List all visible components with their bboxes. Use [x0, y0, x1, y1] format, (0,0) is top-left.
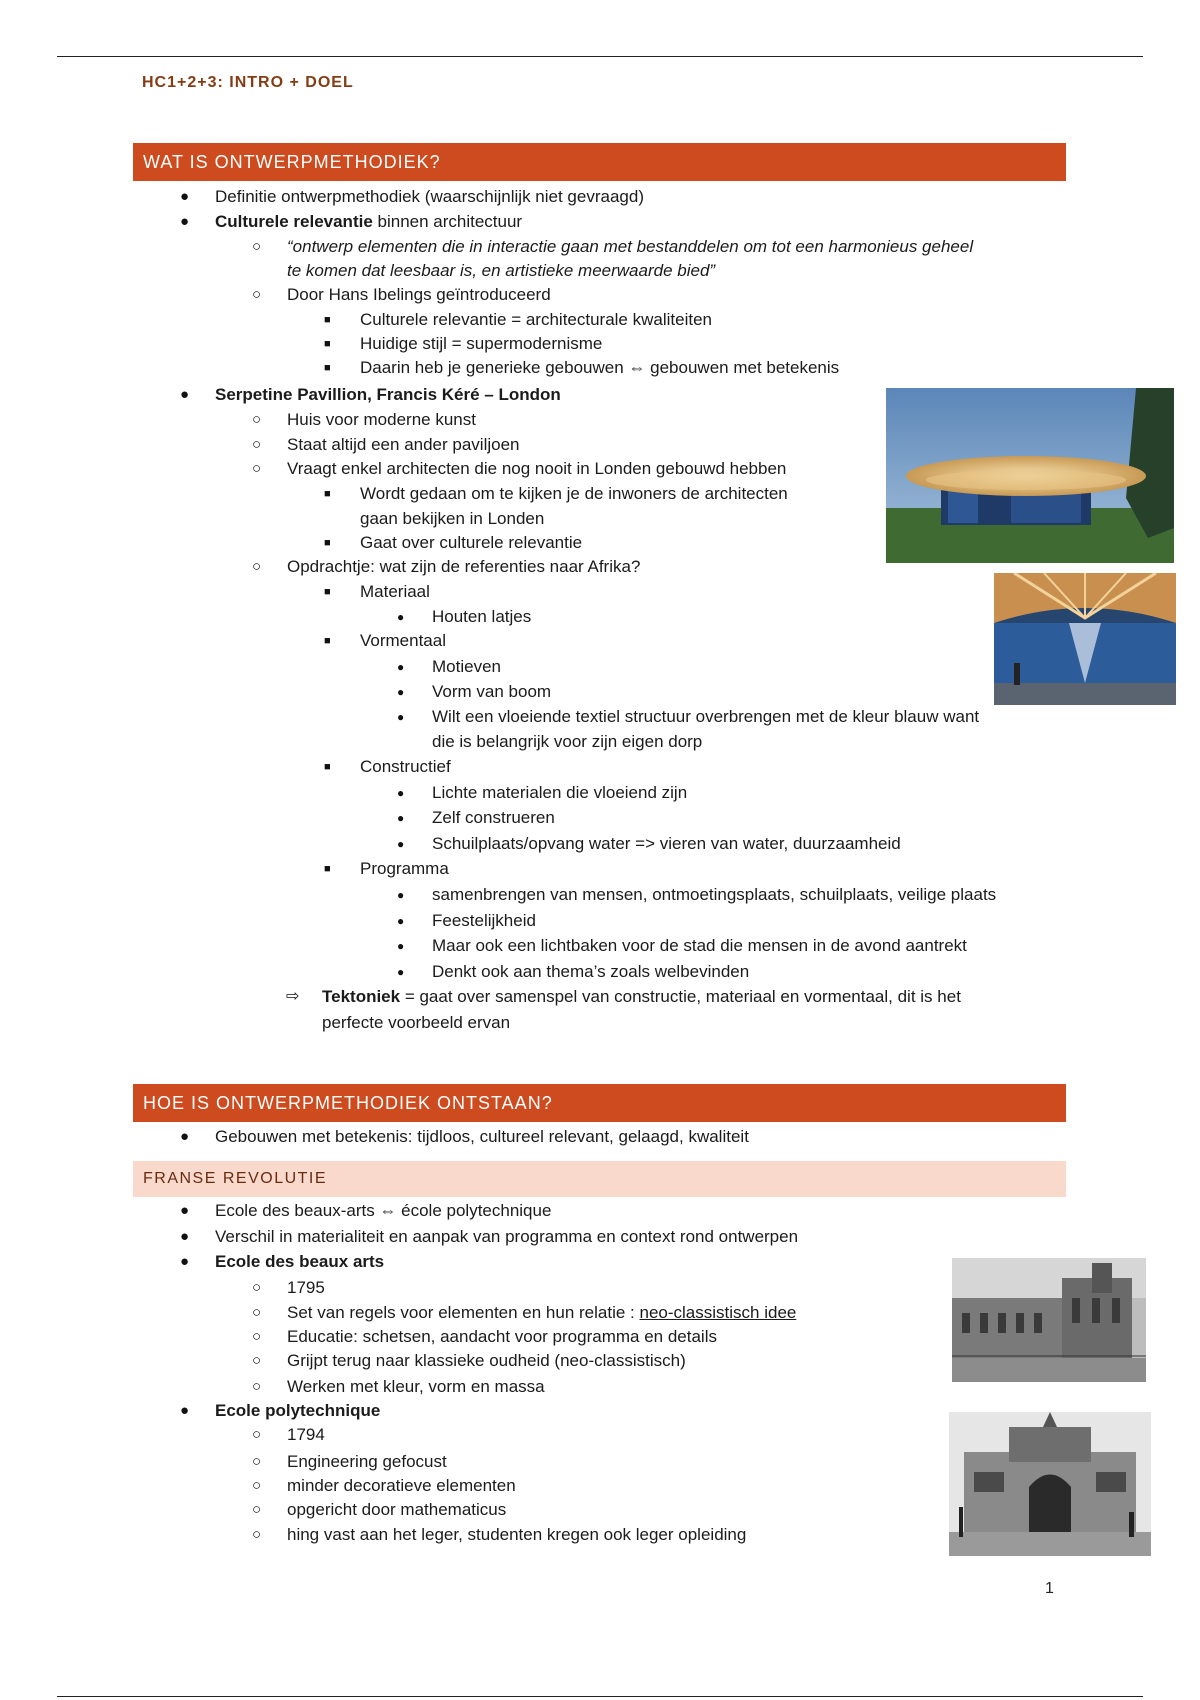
- bullet-circle: ○: [252, 558, 262, 575]
- bullet-square: ■: [324, 362, 331, 374]
- list-item: [287, 1302, 796, 1324]
- list-item: Lichte materialen die vloeiend zijn: [432, 783, 688, 802]
- bullet-disc: ●: [397, 660, 405, 674]
- bullet-disc: ●: [180, 1228, 190, 1245]
- bullet-disc: ●: [397, 939, 405, 953]
- list-item: Grijpt terug naar klassieke oudheid (neo-classistisch): [287, 1351, 686, 1370]
- bullet-disc: ●: [397, 965, 405, 979]
- list-item: [360, 357, 839, 379]
- list-item: Staat altijd een ander paviljoen: [287, 435, 520, 454]
- bullet-disc: ●: [180, 1402, 190, 1419]
- list-item: Motieven: [432, 657, 501, 676]
- list-item-continuation: gaan bekijken in Londen: [360, 509, 545, 528]
- bullet-circle: ○: [252, 1378, 262, 1395]
- list-item-continuation: perfecte voorbeeld ervan: [322, 1013, 511, 1032]
- section-heading-hoe-is: HOE IS ONTWERPMETHODIEK ONTSTAAN?: [133, 1084, 1066, 1122]
- quote-line: te komen dat leesbaar is, en artistieke meerwaarde bied”: [287, 261, 716, 280]
- list-item: Zelf construeren: [432, 808, 555, 827]
- list-item: Door Hans Ibelings geïntroduceerd: [287, 285, 551, 304]
- serpentine-pavilion-exterior-photo: [886, 388, 1174, 563]
- bullet-disc: ●: [180, 1202, 190, 1219]
- quote-line: “ontwerp elementen die in interactie gaan met bestanddelen om tot een harmonieus geheel: [287, 237, 974, 256]
- bold-term: Tektoniek: [322, 987, 401, 1006]
- list-item: Denkt ook aan thema’s zoals welbevinden: [432, 962, 750, 981]
- serpentine-pavilion-interior-photo: [994, 573, 1176, 705]
- list-item: 1794: [287, 1425, 325, 1444]
- bullet-square: ■: [324, 338, 331, 350]
- list-item: Maar ook een lichtbaken voor de stad die mensen in de avond aantrekt: [432, 936, 967, 955]
- bullet-square: ■: [324, 635, 331, 647]
- bullet-circle: ○: [252, 238, 262, 255]
- list-item: Definitie ontwerpmethodiek (waarschijnlijk niet gevraagd): [215, 187, 644, 206]
- bullet-circle: ○: [252, 1304, 262, 1321]
- bullet-disc: ●: [397, 837, 405, 851]
- bullet-disc: ●: [397, 786, 405, 800]
- list-item: Programma: [360, 859, 449, 878]
- bullet-disc: ●: [397, 685, 405, 699]
- list-item: Materiaal: [360, 582, 430, 601]
- list-item-heading: Serpetine Pavillion, Francis Kéré – London: [215, 385, 561, 404]
- section-heading-wat-is: WAT IS ONTWERPMETHODIEK?: [133, 143, 1066, 181]
- list-item: Wilt een vloeiende textiel structuur overbrengen met de kleur blauw want: [432, 707, 980, 726]
- text-part: Daarin heb je generieke gebouwen: [360, 358, 629, 377]
- underlined-term: neo-classistisch idee: [639, 1303, 797, 1322]
- text-part: gebouwen met betekenis: [645, 358, 840, 377]
- list-item: minder decoratieve elementen: [287, 1476, 516, 1495]
- list-item: Houten latjes: [432, 607, 532, 626]
- ecole-polytechnique-photo: [949, 1412, 1151, 1556]
- bottom-rule: [57, 1696, 1143, 1697]
- list-item: Opdrachtje: wat zijn de referenties naar Afrika?: [287, 557, 641, 576]
- bullet-disc: ●: [397, 914, 405, 928]
- list-item: [322, 986, 961, 1008]
- list-item: Schuilplaats/opvang water => vieren van water, duurzaamheid: [432, 834, 901, 853]
- bullet-disc: ●: [180, 213, 190, 230]
- bullet-circle: ○: [252, 460, 262, 477]
- list-item: Vorm van boom: [432, 682, 552, 701]
- document-header: HC1+2+3: INTRO + DOEL: [142, 74, 354, 91]
- bullet-circle: ○: [252, 1279, 262, 1296]
- list-item: Huis voor moderne kunst: [287, 410, 476, 429]
- list-item: Feestelijkheid: [432, 911, 536, 930]
- bullet-square: ■: [324, 761, 331, 773]
- text-part: Ecole des beaux-arts: [215, 1201, 380, 1220]
- bullet-circle: ○: [252, 1352, 262, 1369]
- bullet-square: ■: [324, 488, 331, 500]
- list-item: Gebouwen met betekenis: tijdloos, cultureel relevant, gelaagd, kwaliteit: [215, 1127, 749, 1146]
- bold-term: Culturele relevantie: [215, 212, 373, 231]
- list-item: Vormentaal: [360, 631, 446, 650]
- double-arrow-icon: ⇔: [379, 1201, 397, 1220]
- bullet-disc: ●: [397, 811, 405, 825]
- bullet-circle: ○: [252, 1453, 262, 1470]
- bullet-disc: ●: [180, 1253, 190, 1270]
- bullet-circle: ○: [252, 1526, 262, 1543]
- bullet-circle: ○: [252, 1328, 262, 1345]
- ecole-des-beaux-arts-photo: [952, 1258, 1146, 1382]
- text-rest: = gaat over samenspel van constructie, materiaal en vormentaal, dit is het: [400, 987, 961, 1006]
- bullet-disc: ●: [397, 710, 405, 724]
- bullet-disc: ●: [397, 610, 405, 624]
- bullet-disc: ●: [180, 386, 190, 403]
- bullet-disc: ●: [397, 888, 405, 902]
- text-part: école polytechnique: [396, 1201, 552, 1220]
- list-item-heading: Ecole des beaux arts: [215, 1252, 385, 1271]
- bullet-circle: ○: [252, 286, 262, 303]
- list-item-continuation: die is belangrijk voor zijn eigen dorp: [432, 732, 703, 751]
- bullet-circle: ○: [252, 1501, 262, 1518]
- list-item: Constructief: [360, 757, 451, 776]
- double-arrow-icon: ⇔: [628, 358, 646, 377]
- list-item: [215, 1200, 551, 1222]
- bullet-square: ■: [324, 863, 331, 875]
- bullet-circle: ○: [252, 436, 262, 453]
- list-item-heading: Ecole polytechnique: [215, 1401, 381, 1420]
- list-item: Werken met kleur, vorm en massa: [287, 1377, 545, 1396]
- page-number: 1: [1045, 1580, 1054, 1597]
- list-item: samenbrengen van mensen, ontmoetingsplaats, schuilplaats, veilige plaats: [432, 885, 997, 904]
- list-item: opgericht door mathematicus: [287, 1500, 507, 1519]
- text-rest: binnen architectuur: [372, 212, 523, 231]
- bullet-circle: ○: [252, 1426, 262, 1443]
- list-item: [215, 211, 522, 233]
- list-item: Educatie: schetsen, aandacht voor programma en details: [287, 1327, 717, 1346]
- list-item: Wordt gedaan om te kijken je de inwoners de architecten: [360, 484, 788, 503]
- bullet-square: ■: [324, 586, 331, 598]
- list-item: 1795: [287, 1278, 325, 1297]
- bullet-square: ■: [324, 314, 331, 326]
- list-item: Engineering gefocust: [287, 1452, 447, 1471]
- bullet-disc: ●: [180, 188, 190, 205]
- list-item: Huidige stijl = supermodernisme: [360, 334, 603, 353]
- text-part: Set van regels voor elementen en hun relatie :: [287, 1303, 640, 1322]
- bullet-disc: ●: [180, 1128, 190, 1145]
- list-item: hing vast aan het leger, studenten kregen ook leger opleiding: [287, 1525, 747, 1544]
- subsection-heading-franse-revolutie: FRANSE REVOLUTIE: [133, 1161, 1066, 1197]
- list-item: Culturele relevantie = architecturale kwaliteiten: [360, 310, 712, 329]
- bullet-circle: ○: [252, 411, 262, 428]
- list-item: Gaat over culturele relevantie: [360, 533, 583, 552]
- list-item: Verschil in materialiteit en aanpak van programma en context rond ontwerpen: [215, 1227, 799, 1246]
- top-rule: [57, 56, 1143, 57]
- bullet-circle: ○: [252, 1477, 262, 1494]
- bullet-square: ■: [324, 537, 331, 549]
- list-item: Vraagt enkel architecten die nog nooit in Londen gebouwd hebben: [287, 459, 787, 478]
- arrow-icon: ⇨: [286, 988, 300, 1005]
